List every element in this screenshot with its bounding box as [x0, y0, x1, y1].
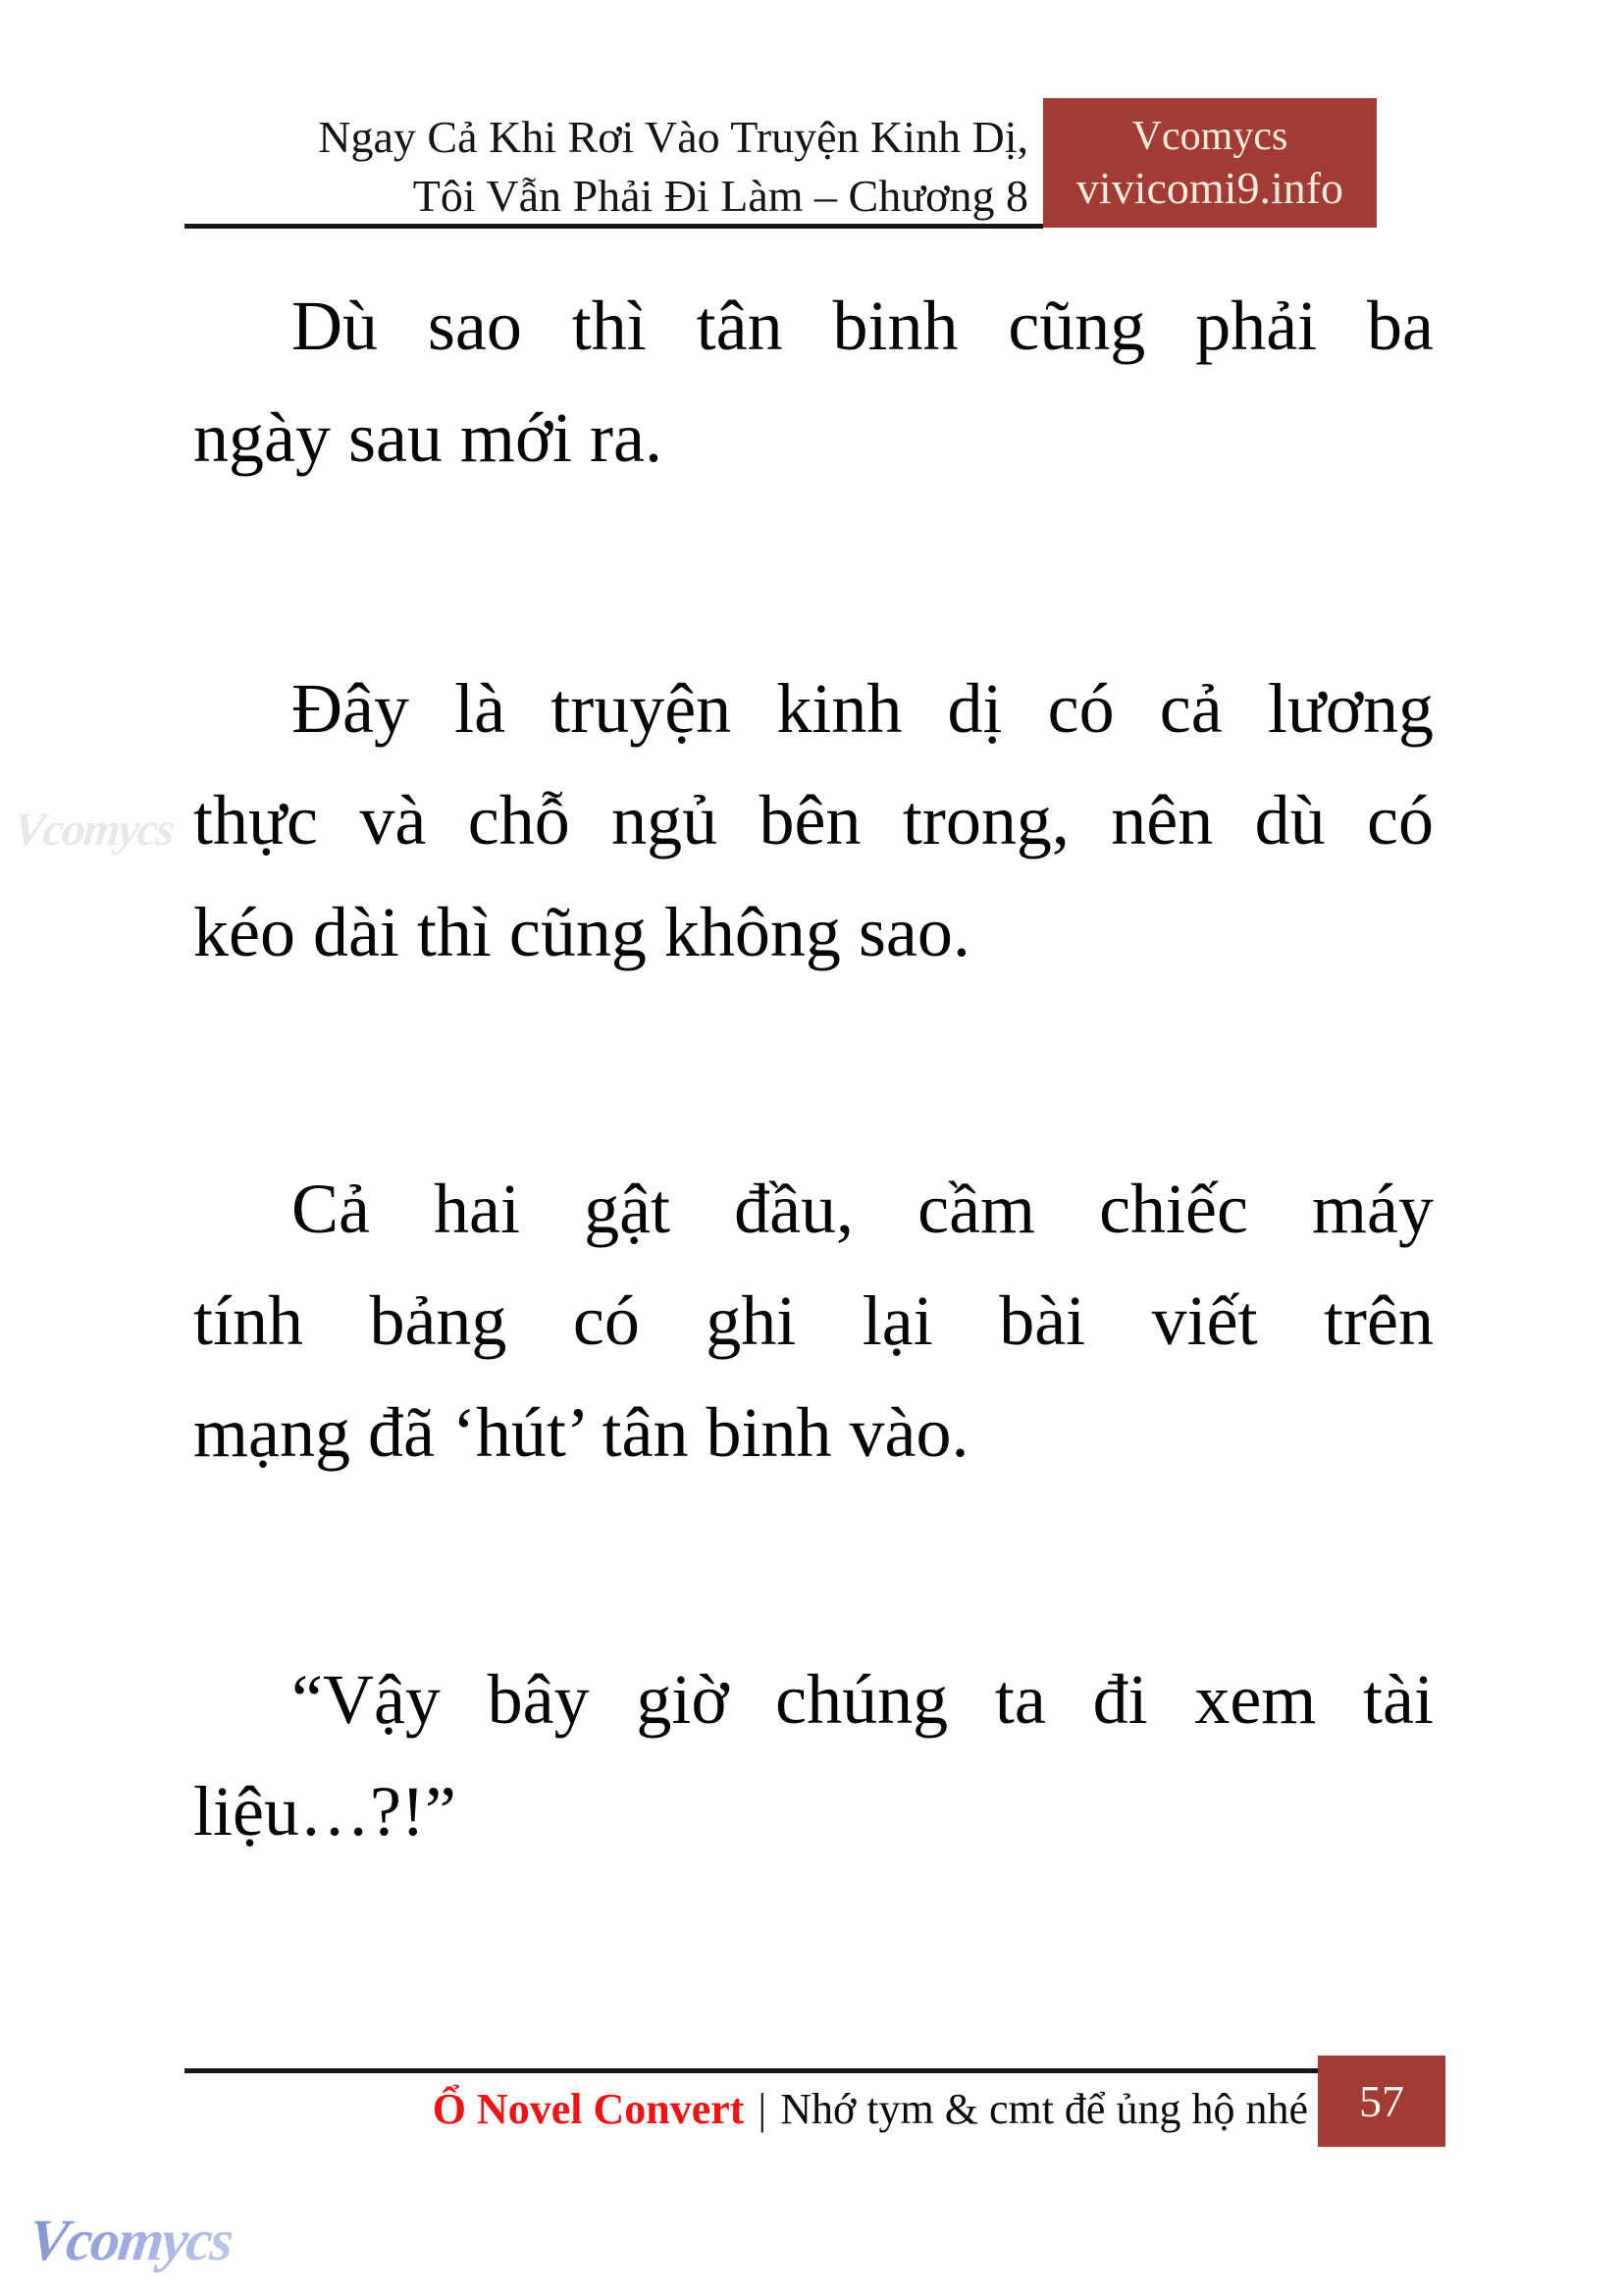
paragraph-line: thực và chỗ ngủ bên trong, nên dù có	[193, 781, 1434, 860]
footer-separator: |	[758, 2085, 767, 2133]
translator-badge-name: Vcomycs	[1131, 114, 1288, 159]
paragraph-line: mạng đã ‘hút’ tân binh vào.	[193, 1393, 969, 1472]
chapter-title-line1: Ngay Cả Khi Rơi Vào Truyện Kinh Dị,	[318, 112, 1028, 162]
mid-page-watermark: Vcomycs	[11, 804, 176, 856]
paragraph-line: Đây là truyện kinh dị có cả lương	[291, 669, 1434, 748]
paragraph	[193, 1153, 1434, 1488]
paragraph-line: “Vậy bây giờ chúng ta đi xem tài	[291, 1660, 1434, 1739]
paragraph-line: Dù sao thì tân binh cũng phải ba	[291, 287, 1434, 365]
footer-note-text: Nhớ tym & cmt để ủng hộ nhé	[780, 2085, 1308, 2133]
vcomycs-logo: Vcomycs	[26, 2208, 236, 2272]
page-number: 57	[1359, 2076, 1404, 2126]
paragraph-line: tính bảng có ghi lại bài viết trên	[193, 1281, 1434, 1360]
paragraph-line: kéo dài thì cũng không sao.	[193, 893, 970, 971]
chapter-title	[191, 108, 1028, 226]
translator-badge-site: vivicomi9.info	[1075, 163, 1344, 213]
paragraph-line: liệu…?!”	[193, 1772, 456, 1851]
footer-credit	[433, 2080, 1308, 2139]
chapter-title-line2: Tôi Vẫn Phải Đi Làm – Chương 8	[412, 171, 1028, 221]
paragraph-line: Cả hai gật đầu, cầm chiếc máy	[291, 1170, 1434, 1248]
footer-brand: Ổ Novel Convert	[432, 2085, 745, 2133]
translator-badge	[1043, 98, 1377, 228]
page-number-badge	[1318, 2056, 1445, 2147]
header-divider	[184, 224, 1043, 229]
footer-divider	[184, 2068, 1318, 2073]
paragraph	[193, 1643, 1434, 1867]
paragraph-line: ngày sau mới ra.	[193, 398, 662, 477]
paragraph	[193, 652, 1434, 988]
paragraph	[193, 270, 1434, 494]
